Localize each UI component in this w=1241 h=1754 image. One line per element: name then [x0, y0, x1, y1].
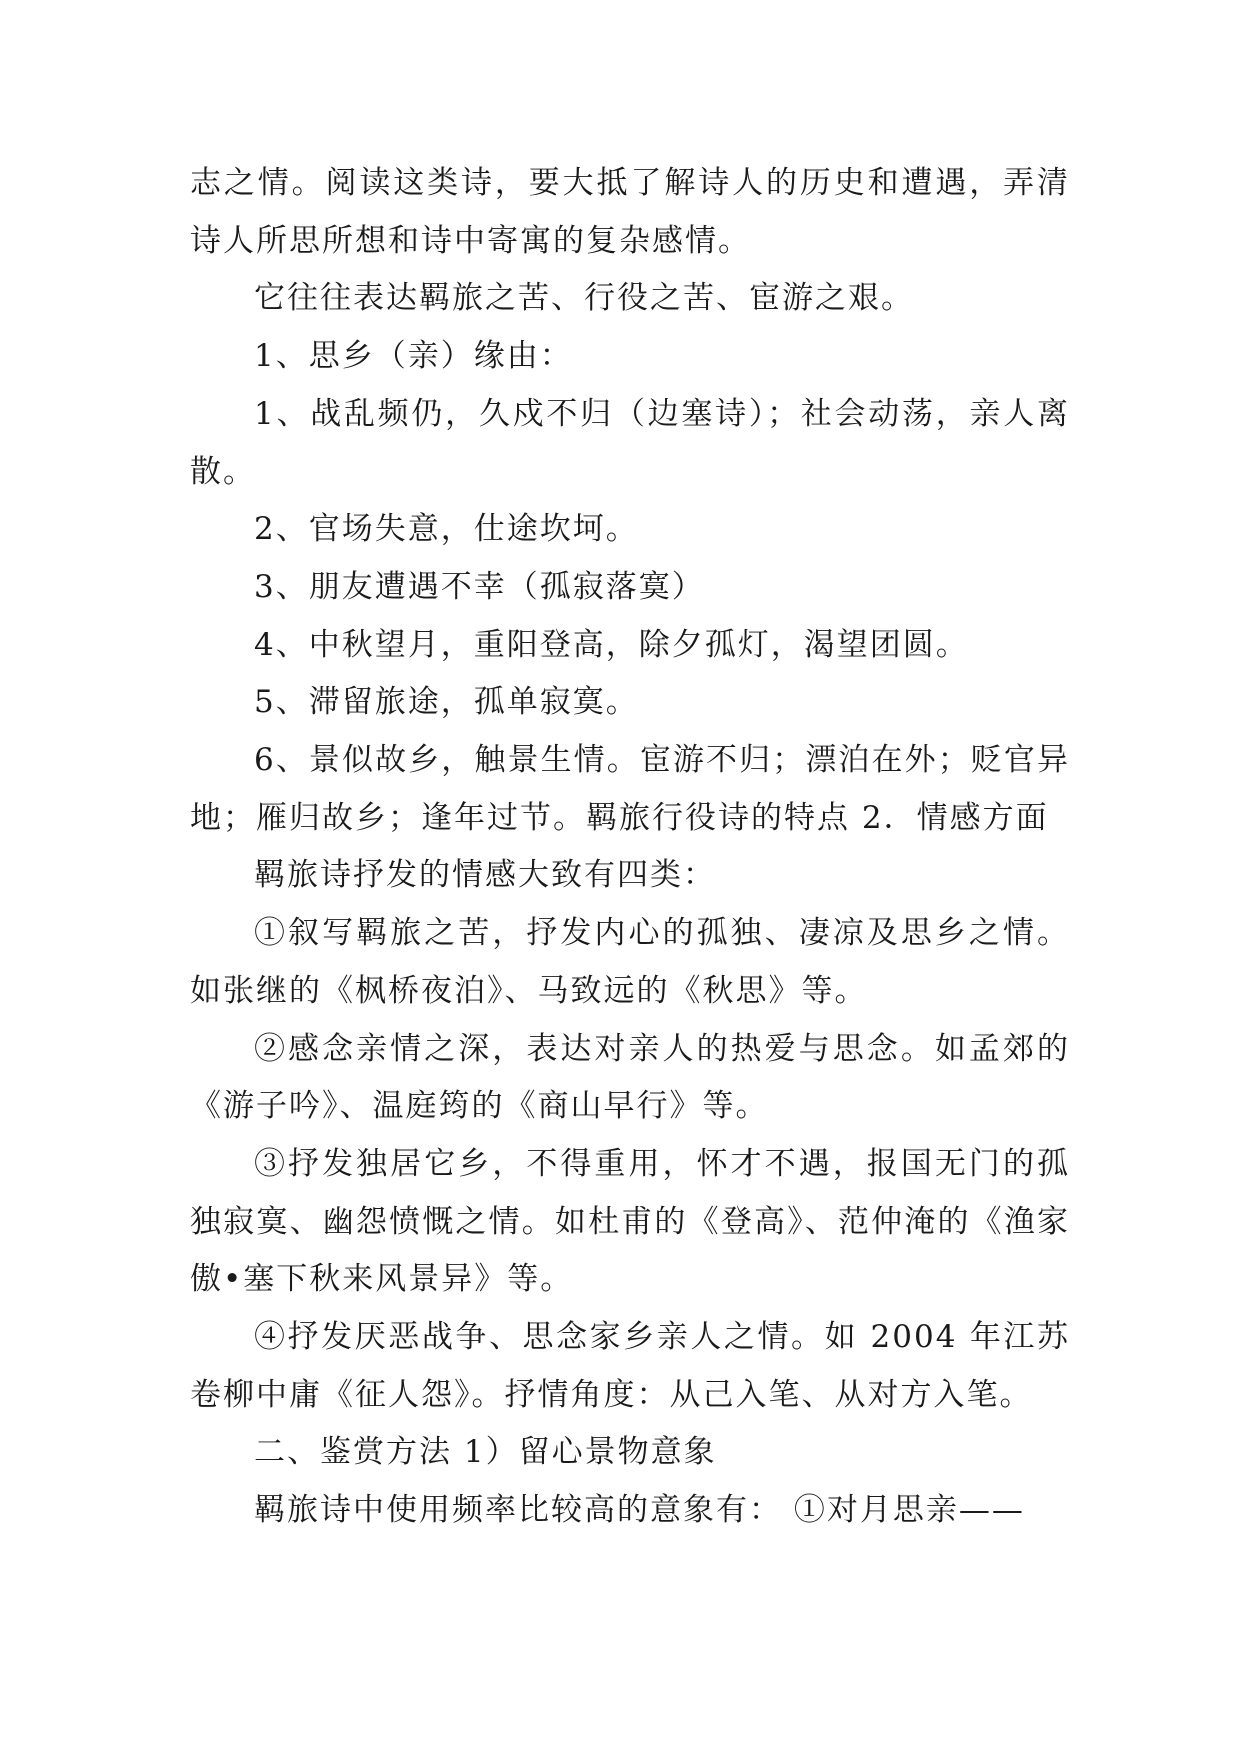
section-heading: 1、思乡（亲）缘由： — [254, 338, 573, 375]
section-heading: 二、鉴赏方法 1）留心景物意象 — [254, 1434, 717, 1471]
paragraph: 它往往表达羁旅之苦、行役之苦、宦游之艰。 — [254, 280, 914, 317]
paragraph: 羁旅诗中使用频率比较高的意象有： ①对月思亲—— — [254, 1492, 1025, 1529]
list-item: 3、朋友遭遇不幸（孤寂落寞） — [254, 568, 705, 605]
paragraph: 羁旅诗抒发的情感大致有四类： — [254, 857, 716, 894]
list-item: 1、战乱频仍，久戍不归（边塞诗）；社会动荡，亲人离散。 — [190, 395, 1070, 490]
list-item: ①叙写羁旅之苦，抒发内心的孤独、凄凉及思乡之情。如张继的《枫桥夜泊》、马致远的《秋思》等。 — [190, 915, 1070, 1009]
list-item: ④抒发厌恶战争、思念家乡亲人之情。如 2004 年江苏卷柳中庸《征人怨》。抒情角度：从己入笔、从对方入笔。 — [190, 1319, 1070, 1413]
document-body — [190, 155, 1070, 1540]
list-item: ②感念亲情之深，表达对亲人的热爱与思念。如孟郊的《游子吟》、温庭筠的《商山早行》等。 — [190, 1030, 1070, 1125]
list-item: 6、景似故乡，触景生情。宦游不归；漂泊在外；贬官异地；雁归故乡；逢年过节。羁旅行役诗的特点 2．情感方面 — [190, 742, 1070, 836]
list-item: ③抒发独居它乡，不得重用，怀才不遇，报国无门的孤独寂寞、幽怨愤慨之情。如杜甫的《登高》、范仲淹的《渔家傲•塞下秋来风景异》等。 — [190, 1145, 1070, 1298]
list-item: 5、滞留旅途，孤单寂寞。 — [254, 684, 639, 721]
list-item: 2、官场失意，仕途坎坷。 — [254, 511, 639, 548]
paragraph: 志之情。阅读这类诗，要大抵了解诗人的历史和遭遇，弄清诗人所思所想和诗中寄寓的复杂感情。 — [190, 165, 1070, 259]
list-item: 4、中秋望月，重阳登高，除夕孤灯，渴望团圆。 — [254, 626, 969, 663]
